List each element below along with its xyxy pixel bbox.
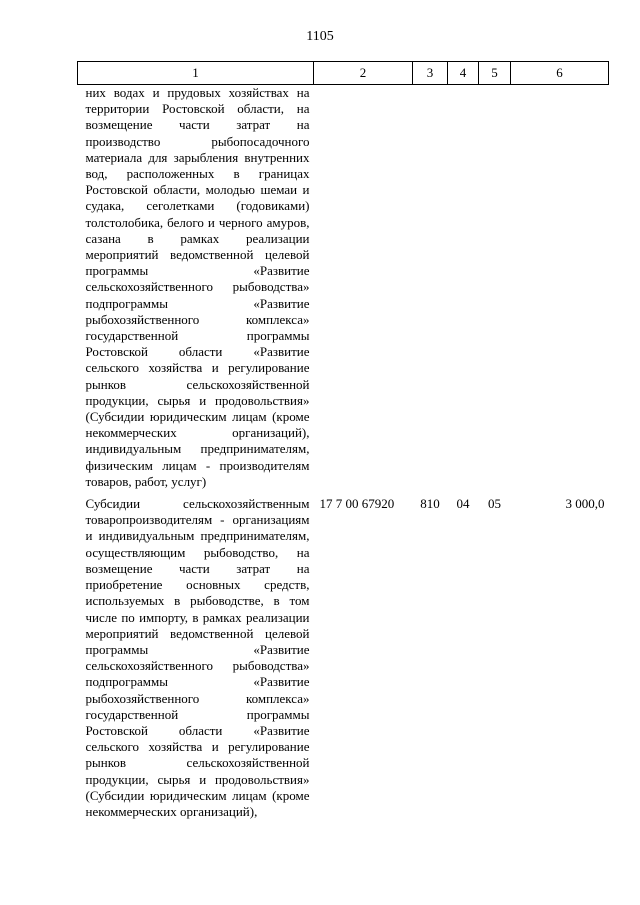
column-header-6: 6 xyxy=(511,62,609,85)
budget-table xyxy=(77,61,609,820)
column-header-1: 1 xyxy=(78,62,314,85)
column-header-5: 5 xyxy=(479,62,511,85)
table-row xyxy=(78,85,609,491)
column-header-4: 4 xyxy=(448,62,479,85)
table-row xyxy=(78,490,609,820)
row-section: 04 xyxy=(456,496,470,512)
row-expense-type: 810 xyxy=(420,496,440,512)
row-expense-type xyxy=(413,85,448,491)
row-code xyxy=(314,85,413,491)
row-description: Субсидии сельскохозяйственным товаропроизводителям - организациям и индивидуальным предпринимателям, осуществляющим рыбоводство, на возмещение части затрат на приобретение основных средств, используемых в рыбоводстве, в том числе по импорту, в рамках реализации мероприятий ведомственной целевой программы «Развитие сельскохозяйственного рыбоводства» подпрограммы «Развитие рыбохозяйственного комплекса» государственной программы Ростовской области «Развитие сельского хозяйства и регулирование рынков сельскохозяйственной продукции, сырья и продовольствия» (Субсидии юридическим лицам (кроме некоммерческих организаций), xyxy=(85,496,310,819)
row-subsection xyxy=(479,85,511,491)
row-amount xyxy=(511,85,609,491)
row-section xyxy=(448,85,479,491)
row-code: 17 7 00 67920 xyxy=(319,496,395,512)
column-header-2: 2 xyxy=(314,62,413,85)
row-description: них водах и прудовых хозяйствах на территории Ростовской области, на возмещение части затрат на производство рыбопосадочного материала для зарыбления внутренних вод, расположенных в границах Ростовской области, молодью шемаи и судака, сеголетками (годовиками) толстолобика, белого и черного амуров, сазана в рамках реализации мероприятий ведомственной целевой программы «Развитие сельскохозяйственного рыбоводства» подпрограммы «Развитие рыбохозяйственного комплекса» государственной программы Ростовской области «Развитие сельского хозяйства и регулирование рынков сельскохозяйственной продукции, сырья и продовольствия» (Субсидии юридическим лицам (кроме некоммерческих организаций), индивидуальным предпринимателям, физическим лицам - производителям товаров, работ, услуг) xyxy=(85,85,310,489)
table-header-row xyxy=(78,62,609,85)
row-subsection: 05 xyxy=(488,496,501,512)
page-number: 1105 xyxy=(306,29,334,44)
row-amount: 3 000,0 xyxy=(565,496,605,512)
column-header-3: 3 xyxy=(413,62,448,85)
